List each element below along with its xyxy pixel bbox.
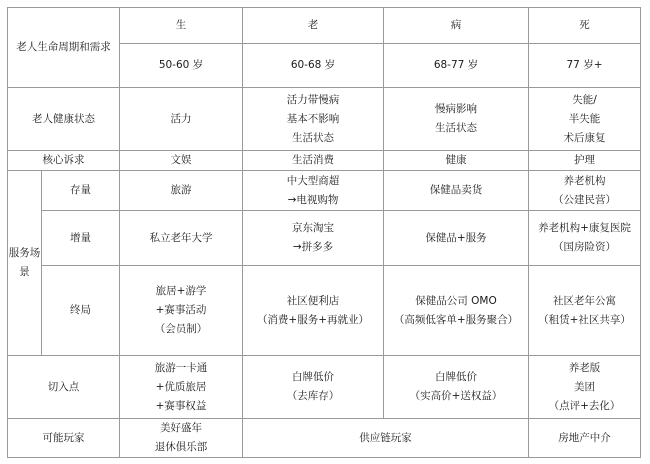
stock-text: 旅游 <box>170 184 192 196</box>
entry-text: 白牌低价 <box>292 371 334 383</box>
increment-label-cell <box>42 211 120 266</box>
endgame-text: （消费+服务+再就业） <box>256 313 370 326</box>
stage-label: 生 <box>175 19 187 31</box>
health-text: 术后康复 <box>563 131 606 144</box>
age-cell <box>384 44 529 88</box>
age-label: 77 岁+ <box>566 59 603 71</box>
endgame-text: 社区便利店 <box>286 294 340 307</box>
entry-text: 旅游一卡通 <box>154 361 208 374</box>
health-text: 慢病影响 <box>435 103 477 115</box>
core-row <box>8 151 641 171</box>
stage-header-row <box>8 8 641 44</box>
health-text: 半失能 <box>568 112 601 125</box>
players-text: 供应链玩家 <box>359 431 412 444</box>
stage-cell <box>243 8 384 44</box>
health-cell <box>384 88 529 151</box>
health-label-cell <box>8 88 120 151</box>
health-label: 老人健康状态 <box>32 112 95 125</box>
increment-cell <box>384 211 529 266</box>
players-row <box>8 419 641 458</box>
core-cell <box>120 151 243 171</box>
age-label: 50-60 岁 <box>158 59 204 71</box>
stock-text: 中大型商超 <box>286 174 340 187</box>
core-text: 文娱 <box>170 154 192 166</box>
entry-text: +赛事权益 <box>155 399 207 412</box>
entry-label: 切入点 <box>47 380 80 393</box>
core-text: 生活消费 <box>292 154 334 166</box>
entry-cell <box>384 356 529 419</box>
endgame-text: 旅居+游学 <box>155 285 207 297</box>
health-cell <box>243 88 384 151</box>
stage-label: 死 <box>579 19 590 31</box>
service-group-cell <box>8 171 42 356</box>
age-label: 68-77 岁 <box>433 59 479 71</box>
entry-text: （去库存） <box>286 390 340 402</box>
health-text: 失能/ <box>572 93 597 106</box>
core-cell <box>529 151 641 171</box>
endgame-text: +赛事活动 <box>155 304 207 316</box>
entry-text: +优质旅居 <box>155 380 207 393</box>
endgame-text: （高频低客单+服务聚合） <box>393 313 519 326</box>
increment-label: 增量 <box>70 231 91 244</box>
increment-text: 京东淘宝 <box>292 222 334 234</box>
health-text: 生活状态 <box>435 122 477 134</box>
health-text: 生活状态 <box>292 131 334 144</box>
core-label-cell <box>8 151 120 171</box>
stock-cell <box>529 171 641 211</box>
players-cell <box>243 419 529 458</box>
endgame-cell <box>529 266 641 356</box>
service-group-label: 服务场 <box>8 247 41 259</box>
core-cell <box>243 151 384 171</box>
entry-text: （点评+去化） <box>548 399 621 412</box>
stock-text: 保健品卖货 <box>429 184 483 196</box>
age-cell <box>529 44 641 88</box>
stock-cell <box>243 171 384 211</box>
entry-label-cell <box>8 356 120 419</box>
stock-label: 存量 <box>70 184 91 196</box>
players-label: 可能玩家 <box>42 431 85 444</box>
stage-label: 病 <box>450 19 462 31</box>
core-text: 健康 <box>445 154 467 166</box>
core-text: 护理 <box>574 154 595 166</box>
increment-text: 养老机构+康复医院 <box>538 222 631 234</box>
endgame-row <box>8 266 641 356</box>
core-cell <box>384 151 529 171</box>
increment-cell <box>529 211 641 266</box>
stage-cell <box>384 8 529 44</box>
lifecycle-table-frame <box>7 7 640 454</box>
health-cell <box>529 88 641 151</box>
increment-text: 私立老年大学 <box>149 231 213 244</box>
players-label-cell <box>8 419 120 458</box>
age-cell <box>120 44 243 88</box>
row-title: 老人生命周期和需求 <box>16 41 111 53</box>
stock-label-cell <box>42 171 120 211</box>
increment-row <box>8 211 641 266</box>
endgame-text: （会员制） <box>154 323 208 335</box>
endgame-text: 社区老年公寓 <box>553 294 616 307</box>
increment-cell <box>120 211 243 266</box>
increment-text: →拼多多 <box>292 241 334 253</box>
elderly-lifecycle-table <box>7 7 641 458</box>
health-text: 活力带慢病 <box>286 93 340 106</box>
stock-text: →电视购物 <box>287 193 339 206</box>
players-text: 美好盛年 <box>160 422 202 434</box>
endgame-text: （租赁+社区共享） <box>538 313 631 326</box>
stage-cell <box>529 8 641 44</box>
players-cell <box>120 419 243 458</box>
age-cell <box>243 44 384 88</box>
age-label: 60-68 岁 <box>290 59 336 71</box>
core-label: 核心诉求 <box>42 154 85 166</box>
endgame-text: 保健品公司 OMO <box>415 294 497 307</box>
stock-cell <box>384 171 529 211</box>
health-text: 活力 <box>170 112 192 125</box>
stock-row <box>8 171 641 211</box>
entry-cell <box>243 356 384 419</box>
stage-label: 老 <box>307 19 319 31</box>
entry-cell <box>529 356 641 419</box>
increment-text: 保健品+服务 <box>425 231 487 244</box>
stock-text: （公建民营） <box>553 193 616 206</box>
row-title-cell <box>8 8 120 88</box>
endgame-label: 终局 <box>70 304 91 316</box>
increment-cell <box>243 211 384 266</box>
entry-text: 白牌低价 <box>435 371 477 383</box>
health-row <box>8 88 641 151</box>
service-group-label: 景 <box>19 266 30 278</box>
stock-cell <box>120 171 243 211</box>
players-text: 退休俱乐部 <box>154 441 208 453</box>
endgame-cell <box>384 266 529 356</box>
players-cell <box>529 419 641 458</box>
entry-text: （实高价+送权益） <box>409 390 503 402</box>
endgame-cell <box>243 266 384 356</box>
stage-cell <box>120 8 243 44</box>
health-text: 基本不影响 <box>286 112 340 125</box>
increment-text: （国房险资） <box>553 241 616 253</box>
endgame-label-cell <box>42 266 120 356</box>
stock-text: 养老机构 <box>563 174 606 187</box>
entry-text: 美团 <box>574 380 595 393</box>
players-text: 房地产中介 <box>558 431 611 444</box>
endgame-cell <box>120 266 243 356</box>
health-cell <box>120 88 243 151</box>
entry-row <box>8 356 641 419</box>
entry-text: 养老版 <box>568 361 601 374</box>
entry-cell <box>120 356 243 419</box>
